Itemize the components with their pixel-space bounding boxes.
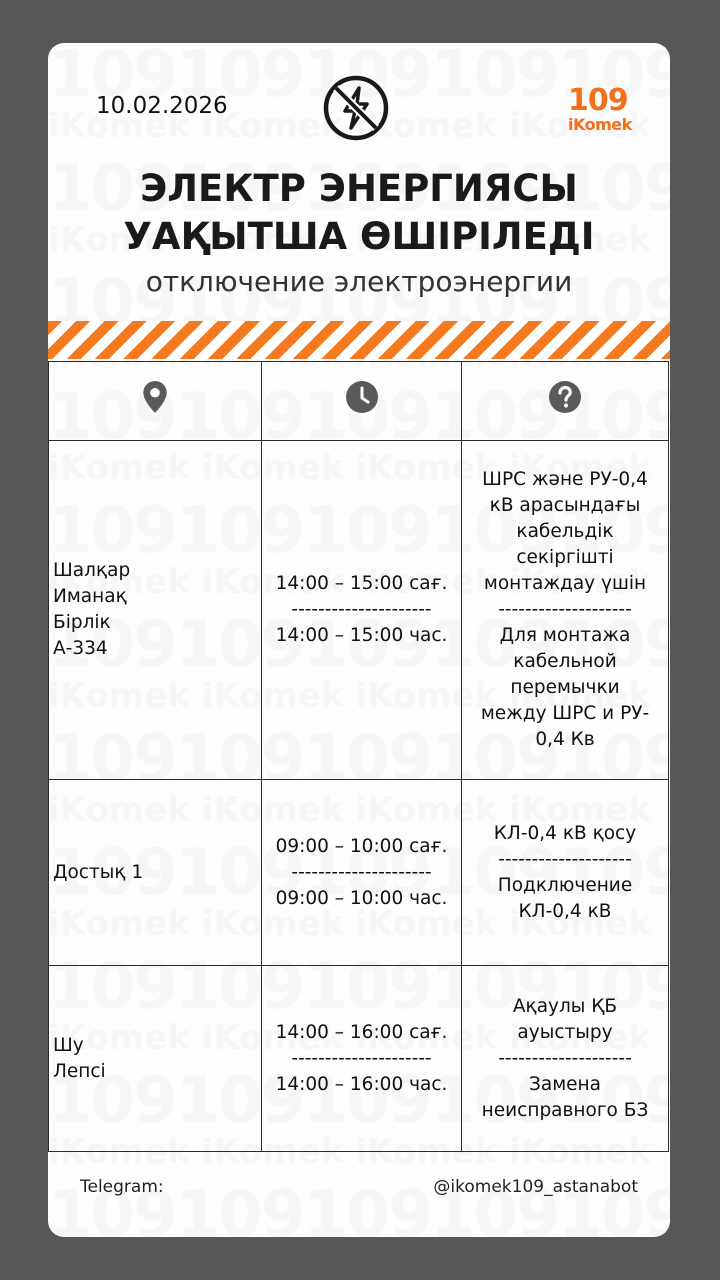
location-cell [49,441,262,780]
reason-line: кВ арасындағы [489,495,641,516]
reason-cell [462,441,669,780]
location-line: Бірлік [53,612,111,633]
announcement-date: 10.02.2026 [96,93,228,119]
reason-line: КЛ-0,4 кВ [518,900,612,922]
telegram-label: Telegram: [80,1177,164,1197]
reason-line: 0,4 Кв [535,729,595,750]
subtitle: отключение электроэнергии [145,265,573,298]
reason-line: кабельной [513,651,617,672]
time-cell [262,441,462,780]
time-line: 14:00 – 15:00 час. [275,625,448,646]
table-header-row [49,362,669,441]
time-separator: --------------------- [291,1047,432,1069]
logo-text: iKomek [568,115,632,134]
time-separator: --------------------- [291,599,432,620]
time-separator: --------------------- [291,861,432,883]
no-power-icon [323,75,389,141]
location-line: Лепсі [53,1060,106,1082]
table-row [49,780,669,966]
outage-table [48,361,669,1152]
reason-line: Ақаулы ҚБ [512,995,618,1017]
location-pin-icon [142,380,168,414]
reason-line: Замена [529,1073,601,1095]
reason-line: ШРС және РУ-0,4 [482,469,648,490]
reason-line: Для монтажа [499,625,631,646]
location-line: Шалқар [53,560,131,581]
location-line: Шу [53,1034,84,1056]
location-line: А-334 [53,638,108,659]
reason-line: секіргішті [516,547,614,568]
reason-separator: -------------------- [498,1047,632,1069]
reason-cell [462,780,669,966]
reason-line: между ШРС и РУ- [480,703,650,724]
location-cell [49,966,262,1152]
time-column-header [262,362,462,441]
reason-separator: -------------------- [498,599,632,620]
reason-line: перемычки [510,677,620,698]
reason-line: кабельдік [516,521,614,542]
time-cell [262,780,462,966]
time-line: 09:00 – 10:00 сағ. [275,835,448,857]
reason-line: КЛ-0,4 кВ қосу [493,822,637,844]
table-row [49,966,669,1152]
reason-line: неисправного БЗ [481,1099,649,1121]
reason-cell [462,966,669,1152]
table-row [49,441,669,780]
location-line: Иманақ [53,586,127,607]
time-line: 14:00 – 16:00 час. [275,1073,448,1095]
logo-number: 109 [568,83,628,118]
hazard-stripes [48,321,670,359]
reason-separator: -------------------- [498,848,632,870]
question-icon [548,380,582,414]
time-cell [262,966,462,1152]
telegram-handle-link[interactable]: @ikomek109_astanabot [433,1177,638,1197]
location-column-header [49,362,262,441]
reason-column-header [462,362,669,441]
location-cell [49,780,262,966]
time-line: 14:00 – 15:00 сағ. [275,573,448,594]
location-line: Достық 1 [53,861,144,883]
clock-icon [345,380,379,414]
time-line: 09:00 – 10:00 час. [275,887,448,909]
announcement-card [48,43,670,1237]
time-line: 14:00 – 16:00 сағ. [275,1021,448,1043]
ikomek-109-logo [566,83,640,135]
title-line-1: ЭЛЕКТР ЭНЕРГИЯСЫ [140,167,578,210]
reason-line: Подключение [497,874,633,896]
reason-line: монтаждау үшін [483,573,647,594]
reason-line: ауыстыру [517,1021,613,1043]
title-line-2: УАҚЫТША ӨШІРІЛЕДІ [123,215,595,258]
